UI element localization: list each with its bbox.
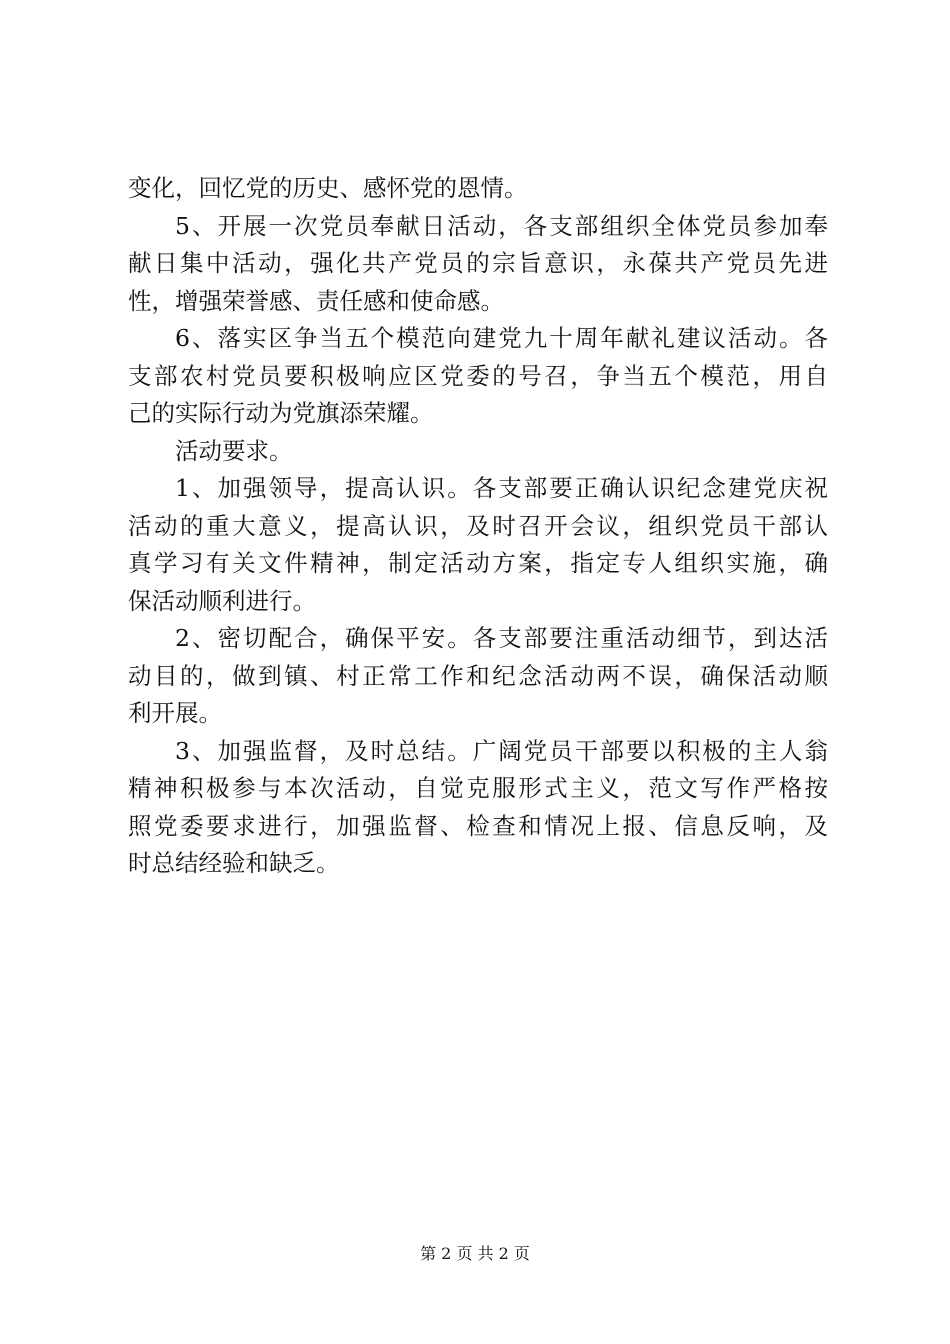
text-line: 3、加强监督，及时总结。广阔党员干部要以积极的主人翁 xyxy=(175,736,828,765)
text-line: 照党委要求进行，加强监督、检查和情况上报、信息反响，及 xyxy=(128,811,828,840)
text-line: 动目的，做到镇、村正常工作和纪念活动两不误，确保活动顺 xyxy=(128,661,828,690)
text-line: 性，增强荣誉感、责任感和使命感。 xyxy=(128,286,504,315)
text-line: 精神积极参与本次活动，自觉克服形式主义，范文写作严格按 xyxy=(128,774,828,802)
document-body xyxy=(128,170,828,883)
text-line: 6、落实区争当五个模范向建党九十周年献礼建议活动。各 xyxy=(175,324,828,352)
text-line: 献日集中活动，强化共产党员的宗旨意识，永葆共产党员先进 xyxy=(128,249,828,277)
text-line: 支部农村党员要积极响应区党委的号召，争当五个模范，用自 xyxy=(128,361,828,390)
text-line: 1、加强领导，提高认识。各支部要正确认识纪念建党庆祝 xyxy=(175,474,828,502)
page-number-footer: 第 2 页 共 2 页 xyxy=(420,1244,530,1263)
text-line: 保活动顺利进行。 xyxy=(128,586,316,615)
text-line: 2、密切配合，确保平安。各支部要注重活动细节，到达活 xyxy=(175,624,828,652)
text-line: 己的实际行动为党旗添荣耀。 xyxy=(128,399,434,427)
text-line: 时总结经验和缺乏。 xyxy=(128,849,340,877)
text-line: 变化，回忆党的历史、感怀党的恩情。 xyxy=(128,174,528,202)
text-line: 活动的重大意义，提高认识，及时召开会议，组织党员干部认 xyxy=(128,511,828,540)
text-line: 利开展。 xyxy=(128,699,222,727)
text-line: 活动要求。 xyxy=(175,436,293,465)
text-line: 真学习有关文件精神，制定活动方案，指定专人组织实施，确 xyxy=(128,549,828,577)
text-line: 5、开展一次党员奉献日活动，各支部组织全体党员参加奉 xyxy=(175,211,828,240)
